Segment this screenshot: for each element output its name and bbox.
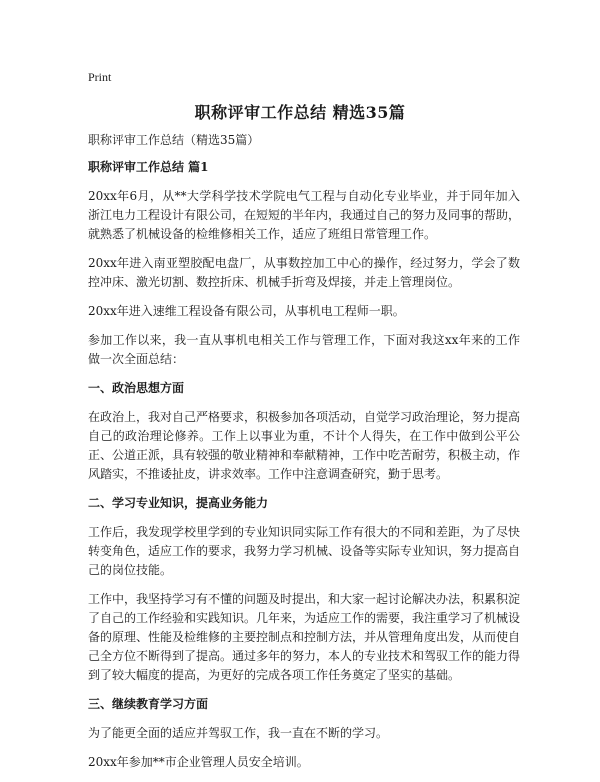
heading-education: 三、继续教育学习方面 bbox=[88, 697, 209, 711]
paragraph-study-2: 工作中，我坚持学习有不懂的问题及时提出，和大家一起讨论解决办法，积累积淀了自己的工作经验和实践知识。几年来，为适应工作的需要，我注重学习了机械设备的原理、性能及检维修的主要控制点和控制方法，并从管理角度出发，从而使自己全方位不断得到了提高。通过多年的努力，本人的专业技术和驾驭工作的能力得到了较大幅度的提高，为更好的完成各项工作任务奠定了坚实的基础。 bbox=[88, 592, 521, 682]
paragraph-edu-2: 20xx年参加**市企业管理人员安全培训。 bbox=[88, 755, 309, 769]
paragraph-edu-1: 为了能更全面的适应并驾驭工作，我一直在不断的学习。 bbox=[88, 726, 389, 740]
document-body bbox=[88, 158, 520, 782]
paragraph-study-1: 工作后，我发现学校里学到的专业知识同实际工作有很大的不同和差距，为了尽快转变角色，适应工作的要求，我努力学习机械、设备等实际专业知识，努力提高自己的岗位技能。 bbox=[88, 525, 521, 577]
paragraph-politics: 在政治上，我对自己严格要求，积极参加各项活动，自觉学习政治理论，努力提高自己的政治理论修养。工作上以事业为重，不计个人得失，在工作中做到公平公正、公道正派，具有较强的敬业精神和奉献精神，工作中吃苦耐劳，积极主动，作风踏实，不推诿扯皮，讲求效率。工作中注意调查研究，勤于思考。 bbox=[88, 410, 521, 481]
document-subtitle: 职称评审工作总结（精选35篇） bbox=[88, 133, 260, 147]
page-title: 职称评审工作总结 精选35篇 bbox=[194, 103, 406, 122]
paragraph: 参加工作以来，我一直从事机电相关工作与管理工作，下面对我这xx年来的工作做一次全面总结： bbox=[88, 333, 520, 366]
heading-politics: 一、政治思想方面 bbox=[88, 381, 185, 395]
section-heading: 职称评审工作总结 篇1 bbox=[88, 160, 209, 174]
heading-study: 二、学习专业知识，提高业务能力 bbox=[88, 496, 269, 510]
paragraph: 20xx年进入南亚塑胶配电盘厂，从事数控加工中心的操作，经过努力，学会了数控冲床、激光切割、数控折床、机械手折弯及焊接，并走上管理岗位。 bbox=[88, 256, 520, 289]
paragraph: 20xx年进入速维工程设备有限公司，从事机电工程师一职。 bbox=[88, 304, 405, 318]
paragraph: 20xx年6月，从**大学科学技术学院电气工程与自动化专业毕业，并于同年加入浙江电力工程设计有限公司，在短短的半年内，我通过自己的努力及同事的帮助，就熟悉了机械设备的检维修相关工作，适应了班组日常管理工作。 bbox=[88, 189, 521, 241]
print-link[interactable]: Print bbox=[88, 70, 112, 84]
